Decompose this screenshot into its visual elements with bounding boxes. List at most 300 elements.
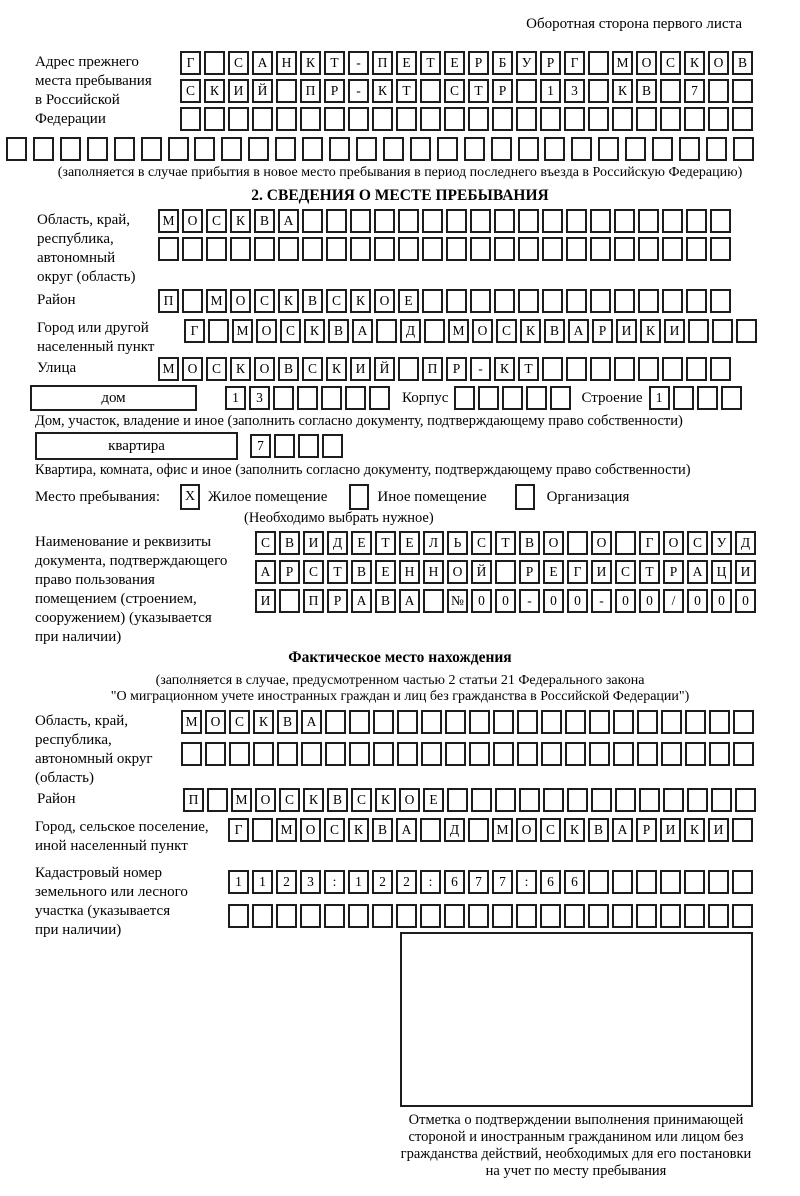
region-row-2: [158, 237, 731, 261]
char-box: М: [231, 788, 252, 812]
char-box: [709, 742, 730, 766]
stamp-box: [400, 932, 753, 1107]
prev-address-label: Адрес прежнего места пребывания в Российской Федерации: [35, 54, 152, 127]
char-box: С: [496, 319, 517, 343]
char-box: [638, 289, 659, 313]
char-box: В: [519, 531, 540, 555]
char-box: 6: [444, 870, 465, 894]
region-rows: [158, 209, 731, 261]
char-box: [697, 386, 718, 410]
char-box: [273, 386, 294, 410]
char-box: С: [615, 560, 636, 584]
char-box: О: [663, 531, 684, 555]
char-box: [733, 137, 754, 161]
char-box: С: [280, 319, 301, 343]
char-box: И: [350, 357, 371, 381]
char-box: [494, 237, 515, 261]
actual-region-rows: [181, 710, 754, 766]
char-box: [470, 289, 491, 313]
char-box: Т: [518, 357, 539, 381]
char-box: [158, 237, 179, 261]
char-box: Т: [468, 79, 489, 103]
char-box: К: [640, 319, 661, 343]
char-box: А: [351, 589, 372, 613]
actual-city-field: [0, 816, 800, 856]
char-box: В: [351, 560, 372, 584]
char-box: [564, 904, 585, 928]
char-box: М: [232, 319, 253, 343]
char-box: [636, 870, 657, 894]
char-box: [518, 137, 539, 161]
char-box: [207, 788, 228, 812]
char-box: М: [492, 818, 513, 842]
char-box: [228, 107, 249, 131]
char-box: [662, 209, 683, 233]
char-box: [252, 107, 273, 131]
prev-address-row-1: [180, 51, 753, 75]
char-box: [614, 237, 635, 261]
char-box: [446, 237, 467, 261]
char-box: [687, 788, 708, 812]
char-box: [590, 209, 611, 233]
street-label: Улица: [37, 360, 77, 376]
char-box: О: [205, 710, 226, 734]
char-box: [565, 710, 586, 734]
char-box: В: [254, 209, 275, 233]
char-box: [710, 357, 731, 381]
char-box: 0: [639, 589, 660, 613]
korpus-label: Корпус: [402, 389, 449, 406]
char-box: Й: [252, 79, 273, 103]
char-box: [470, 209, 491, 233]
char-box: А: [612, 818, 633, 842]
char-box: [468, 107, 489, 131]
char-box: [230, 237, 251, 261]
char-box: Р: [540, 51, 561, 75]
char-box: 0: [735, 589, 756, 613]
actual-location-caption-1: (заполняется в случае, предусмотренном частью 2 статьи 21 Федерального закона: [155, 673, 645, 688]
char-box: С: [660, 51, 681, 75]
char-box: [686, 357, 707, 381]
char-box: Н: [423, 560, 444, 584]
char-box: [588, 51, 609, 75]
char-box: [445, 742, 466, 766]
actual-region-label: Область, край, республика, автономный округ (область): [35, 713, 153, 786]
char-box: [252, 818, 273, 842]
char-box: 7: [468, 870, 489, 894]
char-box: Е: [423, 788, 444, 812]
char-box: [356, 137, 377, 161]
char-box: [612, 904, 633, 928]
house-row: [30, 385, 800, 411]
char-box: [369, 386, 390, 410]
char-box: О: [374, 289, 395, 313]
region-field: [0, 209, 800, 287]
district-row: [158, 289, 731, 313]
char-box: [494, 209, 515, 233]
char-box: [422, 209, 443, 233]
char-box: [660, 79, 681, 103]
char-box: :: [420, 870, 441, 894]
char-box: [397, 742, 418, 766]
cadastral-rows: [228, 862, 753, 928]
prev-address-row-2: [180, 79, 753, 103]
char-box: С: [540, 818, 561, 842]
actual-location-caption-2: "О миграционном учете иностранных граждан и лиц без гражданства в Российской Федерации"): [110, 689, 690, 704]
document-label: Наименование и реквизиты документа, подтверждающего право пользования помещением (строением, сооружением) (указывается при наличии): [35, 534, 228, 645]
char-box: Р: [492, 79, 513, 103]
street-row: [158, 357, 731, 381]
char-box: [540, 107, 561, 131]
char-box: 7: [684, 79, 705, 103]
char-box: [276, 79, 297, 103]
char-box: 0: [471, 589, 492, 613]
char-box: [590, 237, 611, 261]
char-box: К: [520, 319, 541, 343]
char-box: [274, 434, 295, 458]
house-number-boxes: [225, 386, 390, 410]
char-box: [471, 788, 492, 812]
char-box: К: [278, 289, 299, 313]
char-box: О: [182, 209, 203, 233]
cadastral-field: [0, 862, 800, 940]
char-box: [437, 137, 458, 161]
char-box: [205, 742, 226, 766]
char-box: [660, 870, 681, 894]
char-box: [345, 386, 366, 410]
char-box: О: [254, 357, 275, 381]
apartment-type-box: квартира: [35, 432, 238, 460]
char-box: [709, 710, 730, 734]
char-box: [684, 904, 705, 928]
char-box: :: [324, 870, 345, 894]
char-box: [302, 237, 323, 261]
char-box: П: [158, 289, 179, 313]
char-box: Р: [519, 560, 540, 584]
char-box: [686, 289, 707, 313]
actual-district-field: [0, 788, 800, 812]
char-box: [663, 788, 684, 812]
char-box: [300, 904, 321, 928]
char-box: Д: [735, 531, 756, 555]
char-box: [478, 386, 499, 410]
char-box: М: [206, 289, 227, 313]
char-box: [540, 904, 561, 928]
char-box: Г: [184, 319, 205, 343]
char-box: А: [255, 560, 276, 584]
char-box: Г: [567, 560, 588, 584]
char-box: В: [544, 319, 565, 343]
char-box: К: [303, 788, 324, 812]
char-box: [673, 386, 694, 410]
char-box: [686, 237, 707, 261]
char-box: [468, 818, 489, 842]
char-box: С: [279, 788, 300, 812]
char-box: [276, 904, 297, 928]
cadastral-row-2: [228, 904, 753, 928]
char-box: 7: [492, 870, 513, 894]
char-box: С: [228, 51, 249, 75]
char-box: [277, 742, 298, 766]
char-box: О: [591, 531, 612, 555]
char-box: Р: [327, 589, 348, 613]
char-box: М: [158, 209, 179, 233]
char-box: Е: [399, 531, 420, 555]
char-box: [372, 107, 393, 131]
char-box: [470, 237, 491, 261]
char-box: К: [494, 357, 515, 381]
actual-district-label: Район: [37, 791, 76, 807]
char-box: [302, 209, 323, 233]
char-box: [566, 209, 587, 233]
char-box: [637, 742, 658, 766]
char-box: К: [612, 79, 633, 103]
char-box: О: [230, 289, 251, 313]
char-box: С: [206, 209, 227, 233]
char-box: Т: [324, 51, 345, 75]
char-box: [492, 904, 513, 928]
char-box: В: [372, 818, 393, 842]
char-box: [469, 742, 490, 766]
char-box: Н: [276, 51, 297, 75]
house-caption: Дом, участок, владение и иное (заполнить согласно документу, подтверждающему право собственности): [35, 413, 683, 429]
char-box: Е: [351, 531, 372, 555]
char-box: Р: [636, 818, 657, 842]
char-box: [736, 319, 757, 343]
char-box: О: [636, 51, 657, 75]
char-box: [638, 237, 659, 261]
char-box: [204, 107, 225, 131]
char-box: [541, 710, 562, 734]
checkbox-other-premises: [349, 484, 369, 510]
char-box: [204, 51, 225, 75]
char-box: [279, 589, 300, 613]
char-box: [87, 137, 108, 161]
char-box: [712, 319, 733, 343]
char-box: [526, 386, 547, 410]
char-box: [733, 710, 754, 734]
char-box: И: [708, 818, 729, 842]
char-box: 3: [564, 79, 585, 103]
char-box: [566, 289, 587, 313]
char-box: [6, 137, 27, 161]
prev-address-rows: [180, 51, 753, 131]
char-box: [396, 107, 417, 131]
apartment-number-boxes: [250, 434, 343, 458]
actual-district-row: [183, 788, 756, 812]
document-row-2: [255, 560, 756, 584]
char-box: [194, 137, 215, 161]
char-box: [732, 870, 753, 894]
char-box: В: [327, 788, 348, 812]
char-box: И: [616, 319, 637, 343]
char-box: О: [256, 319, 277, 343]
char-box: [661, 710, 682, 734]
char-box: [614, 357, 635, 381]
prev-address-field: [0, 51, 800, 131]
char-box: С: [255, 531, 276, 555]
char-box: [397, 710, 418, 734]
char-box: [275, 137, 296, 161]
char-box: [589, 742, 610, 766]
char-box: С: [180, 79, 201, 103]
char-box: А: [399, 589, 420, 613]
char-box: 1: [649, 386, 670, 410]
prev-address-row-4: [6, 137, 754, 161]
char-box: К: [304, 319, 325, 343]
char-box: [732, 79, 753, 103]
char-box: Т: [375, 531, 396, 555]
stroenie-boxes: [649, 386, 742, 410]
apartment-caption: Квартира, комната, офис и иное (заполнить согласно документу, подтверждающему право собственности): [35, 462, 691, 478]
char-box: [615, 788, 636, 812]
char-box: [326, 237, 347, 261]
char-box: Й: [471, 560, 492, 584]
char-box: И: [735, 560, 756, 584]
char-box: О: [399, 788, 420, 812]
char-box: Л: [423, 531, 444, 555]
char-box: [614, 289, 635, 313]
char-box: У: [516, 51, 537, 75]
char-box: О: [182, 357, 203, 381]
char-box: В: [279, 531, 300, 555]
char-box: Р: [468, 51, 489, 75]
char-box: [614, 209, 635, 233]
actual-city-label: Город, сельское поселение, иной населенный пункт: [35, 819, 209, 854]
char-box: [708, 107, 729, 131]
char-box: [324, 107, 345, 131]
char-box: П: [300, 79, 321, 103]
char-box: О: [516, 818, 537, 842]
char-box: [253, 742, 274, 766]
char-box: -: [470, 357, 491, 381]
char-box: [735, 788, 756, 812]
char-box: -: [591, 589, 612, 613]
char-box: С: [351, 788, 372, 812]
char-box: [398, 237, 419, 261]
char-box: [685, 742, 706, 766]
char-box: Е: [375, 560, 396, 584]
char-box: [445, 710, 466, 734]
char-box: 1: [252, 870, 273, 894]
char-box: [708, 870, 729, 894]
char-box: [591, 788, 612, 812]
char-box: [421, 710, 442, 734]
district-label: Район: [37, 292, 76, 308]
apartment-row: [35, 432, 800, 460]
char-box: К: [372, 79, 393, 103]
char-box: В: [278, 357, 299, 381]
char-box: А: [352, 319, 373, 343]
char-box: [492, 107, 513, 131]
char-box: К: [350, 289, 371, 313]
district-field: [0, 289, 800, 313]
char-box: Р: [446, 357, 467, 381]
char-box: [495, 560, 516, 584]
char-box: [374, 209, 395, 233]
char-box: [276, 107, 297, 131]
char-box: [302, 137, 323, 161]
page-side-note: Оборотная сторона первого листа: [526, 16, 742, 32]
char-box: [518, 289, 539, 313]
stroenie-label: Строение: [581, 389, 643, 406]
char-box: И: [591, 560, 612, 584]
checkbox-residential: X: [180, 484, 200, 510]
char-box: [350, 209, 371, 233]
char-box: [567, 531, 588, 555]
region-label: Область, край, республика, автономный округ (область): [37, 212, 136, 285]
char-box: [374, 237, 395, 261]
char-box: [373, 742, 394, 766]
char-box: [421, 742, 442, 766]
char-box: 3: [249, 386, 270, 410]
actual-region-field: [0, 710, 800, 788]
char-box: [326, 209, 347, 233]
char-box: [348, 107, 369, 131]
char-box: В: [302, 289, 323, 313]
char-box: П: [303, 589, 324, 613]
char-box: Т: [495, 531, 516, 555]
char-box: [732, 818, 753, 842]
char-box: [493, 710, 514, 734]
char-box: К: [564, 818, 585, 842]
document-row-3: [255, 589, 756, 613]
char-box: [206, 237, 227, 261]
char-box: Е: [398, 289, 419, 313]
char-box: [638, 357, 659, 381]
char-box: [228, 904, 249, 928]
char-box: [565, 742, 586, 766]
char-box: Р: [663, 560, 684, 584]
char-box: [396, 904, 417, 928]
char-box: Т: [639, 560, 660, 584]
char-box: [182, 237, 203, 261]
char-box: М: [158, 357, 179, 381]
char-box: 1: [540, 79, 561, 103]
char-box: [349, 742, 370, 766]
actual-city-row: [228, 816, 753, 842]
char-box: [662, 237, 683, 261]
char-box: Р: [324, 79, 345, 103]
char-box: [543, 788, 564, 812]
char-box: [444, 107, 465, 131]
char-box: [398, 209, 419, 233]
char-box: А: [687, 560, 708, 584]
char-box: Г: [180, 51, 201, 75]
char-box: К: [204, 79, 225, 103]
char-box: [469, 710, 490, 734]
char-box: К: [300, 51, 321, 75]
char-box: [422, 289, 443, 313]
char-box: Р: [592, 319, 613, 343]
char-box: [33, 137, 54, 161]
char-box: [516, 79, 537, 103]
char-box: [424, 319, 445, 343]
char-box: К: [253, 710, 274, 734]
char-box: С: [254, 289, 275, 313]
char-box: С: [303, 560, 324, 584]
char-box: [588, 79, 609, 103]
char-box: [322, 434, 343, 458]
section2-heading: 2. СВЕДЕНИЯ О МЕСТЕ ПРЕБЫВАНИЯ: [251, 187, 549, 204]
char-box: 2: [276, 870, 297, 894]
char-box: [298, 434, 319, 458]
char-box: [566, 237, 587, 261]
char-box: [372, 904, 393, 928]
char-box: [612, 107, 633, 131]
char-box: [542, 289, 563, 313]
char-box: [613, 710, 634, 734]
